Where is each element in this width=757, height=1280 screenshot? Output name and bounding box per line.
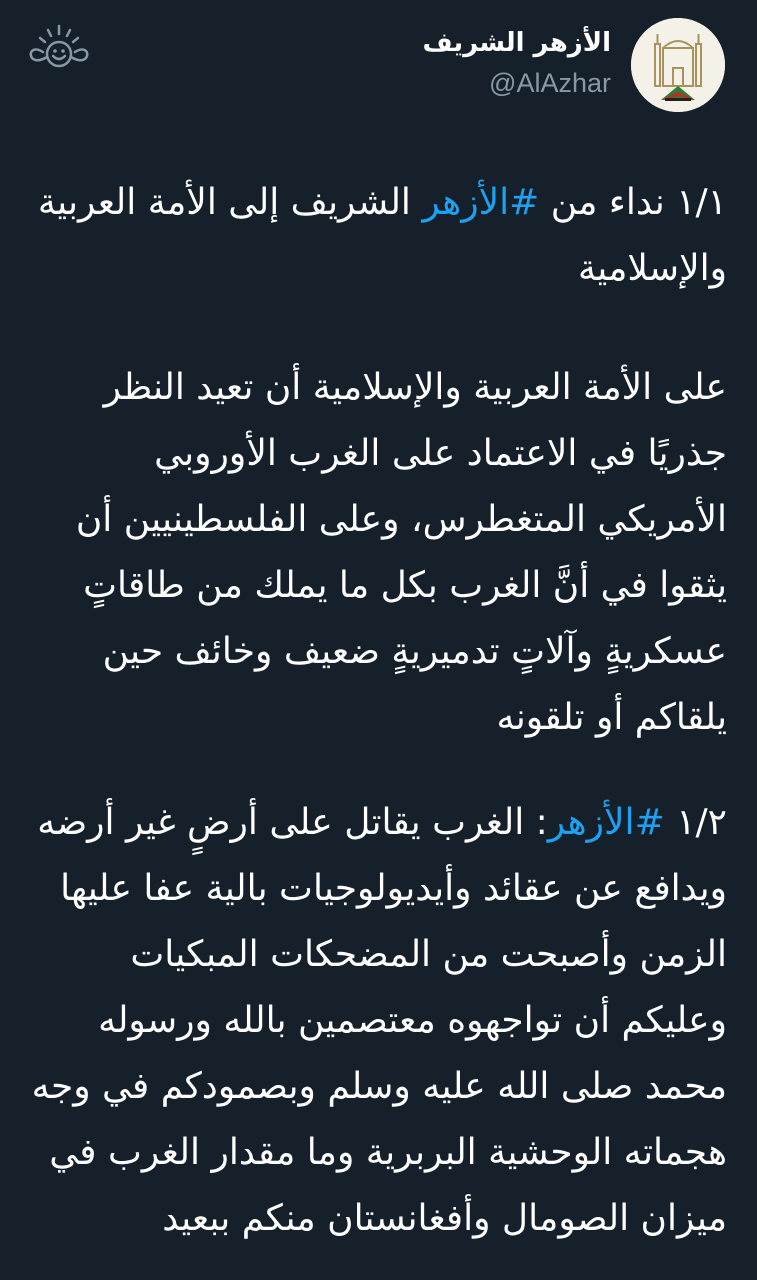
hashtag-link[interactable]: #الأزهر	[422, 182, 540, 223]
avatar[interactable]	[631, 18, 725, 112]
hashtag-link[interactable]: #الأزهر	[547, 802, 665, 843]
user-handle[interactable]: @AlAzhar	[489, 68, 611, 98]
tweet-1-body-text: على الأمة العربية والإسلامية أن تعيد النظر جذريًا في الاعتماد على الغرب الأوروبي الأمريكي المتغطرس، وعلى الفلسطينيين أن يثقوا في أنَّ الغرب بكل ما يملك من طاقاتٍ عسكريةٍ وآلاتٍ تدميريةٍ ضعيف وخائف حين يلقاكم أو تلقونه	[75, 367, 727, 738]
tweet-header	[0, 0, 757, 140]
tweet-divider	[0, 757, 757, 758]
tweet-1-title	[30, 170, 727, 302]
display-name[interactable]: الأزهر الشريف	[422, 28, 611, 58]
tweet-1-body	[30, 355, 727, 751]
tweet-1-prefix: ١/١ نداء من	[539, 182, 727, 223]
al-azhar-logo-icon	[631, 18, 725, 112]
bird-doodle-icon	[20, 22, 98, 72]
tweet-2-text: : الغرب يقاتل على أرضٍ غير أرضه ويدافع عن عقائد وأيديولوجيات بالية عفا عليها الزمن وأصبحت من المضحكات المبكيات وعليكم أن تواجهوه معتصمين بالله ورسوله محمد صلى الله عليه وسلم وبصمودكم في وجه هجماته الوحشية البربرية وما مقدار الغرب في ميزان الصومال وأفغانستان منكم ببعيد	[31, 802, 727, 1239]
tweet-2-prefix: ١/٢	[664, 802, 727, 843]
tweet-2	[30, 790, 727, 1252]
tweet-1-suffix: الشريف إلى الأمة العربية والإسلامية	[37, 182, 727, 289]
